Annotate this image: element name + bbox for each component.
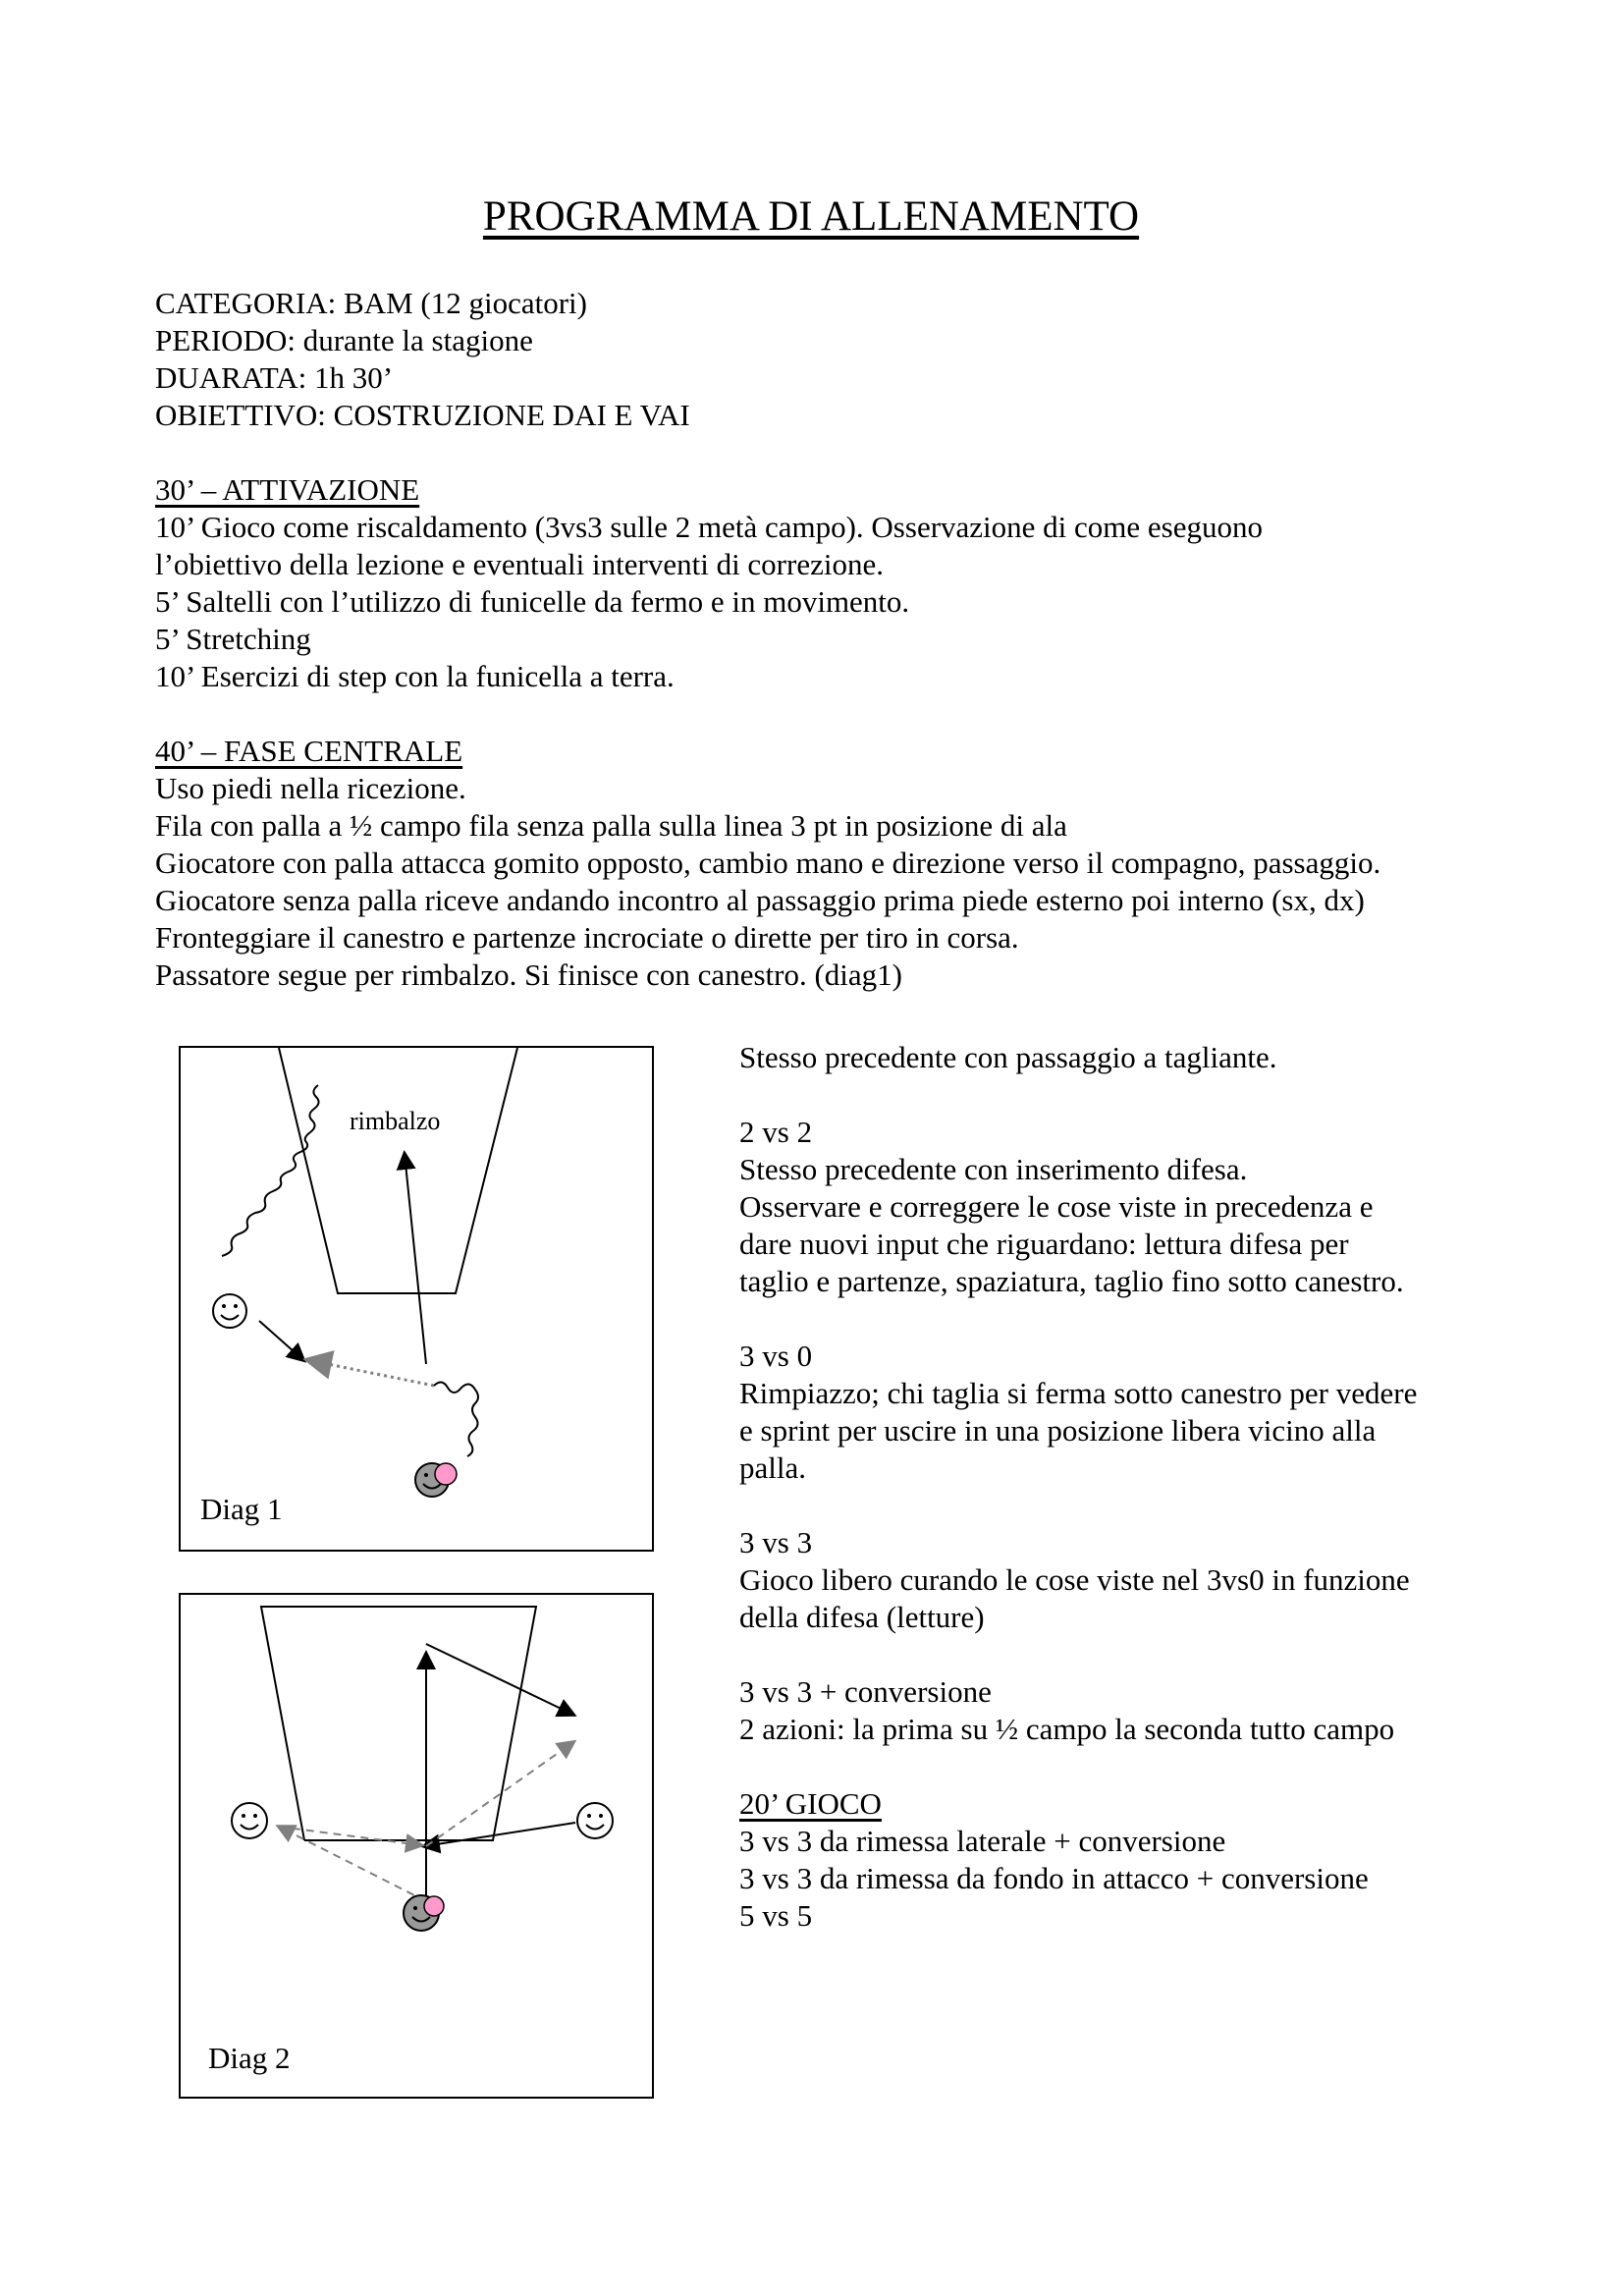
gioco-line: 3 vs 3 da rimessa da fondo in attacco + conversione xyxy=(739,1861,1369,1895)
fase-centrale-line: Giocatore senza palla riceve andando incontro al passaggio prima piede esterno poi interno (sx, dx) xyxy=(155,883,1365,917)
move-arrow xyxy=(426,1644,573,1715)
gioco-line: 3 vs 3 da rimessa laterale + conversione xyxy=(739,1824,1226,1858)
right-text-line: Osservare e correggere le cose viste in precedenza e xyxy=(739,1189,1374,1224)
key-area xyxy=(261,1607,536,1840)
right-text-line: taglio e partenze, spaziatura, taglio fino sotto canestro. xyxy=(739,1264,1404,1298)
attivazione-line: 10’ Gioco come riscaldamento (3vs3 sulle 2 metà campo). Osservazione di come eseguono xyxy=(155,510,1263,544)
right-text-line: 3 vs 0 xyxy=(739,1339,813,1373)
page-title: PROGRAMMA DI ALLENAMENTO xyxy=(482,193,1140,240)
right-text-line: 2 azioni: la prima su ½ campo la seconda tutto campo xyxy=(739,1712,1395,1746)
gioco-heading: 20’ GIOCO xyxy=(739,1786,882,1821)
right-text-line: della difesa (letture) xyxy=(739,1600,985,1634)
fase-centrale-heading: 40’ – FASE CENTRALE xyxy=(155,734,463,768)
attivazione-line: 5’ Stretching xyxy=(155,622,311,656)
diagram-1-label: Diag 1 xyxy=(200,1492,283,1526)
player-icon xyxy=(232,1803,267,1838)
right-text-line: dare nuovi input che riguardano: lettura difesa per xyxy=(739,1227,1349,1261)
fase-centrale-line: Fronteggiare il canestro e partenze incrociate o dirette per tiro in corsa. xyxy=(155,920,1019,955)
pass-arrow xyxy=(279,1827,426,1901)
right-text-line: Stesso precedente con inserimento difesa. xyxy=(739,1152,1248,1186)
right-text-line: 3 vs 3 + conversione xyxy=(739,1674,992,1709)
fase-centrale-line: Giocatore con palla attacca gomito opposto, cambio mano e direzione verso il compagno, passaggio. xyxy=(155,846,1381,880)
diagram-2-drawing xyxy=(181,1595,656,2101)
rebound-arrow xyxy=(405,1154,426,1364)
ball-icon xyxy=(435,1463,457,1485)
fase-centrale-line: Passatore segue per rimbalzo. Si finisce con canestro. (diag1) xyxy=(155,957,902,992)
pass-arrow xyxy=(279,1827,421,1845)
obiettivo: OBIETTIVO: COSTRUZIONE DAI E VAI xyxy=(155,398,690,432)
fase-centrale-line: Uso piedi nella ricezione. xyxy=(155,771,466,805)
attivazione-heading: 30’ – ATTIVAZIONE xyxy=(155,472,420,507)
player-icon xyxy=(213,1294,246,1328)
right-text-line: Stesso precedente con passaggio a tagliante. xyxy=(739,1040,1277,1074)
gioco-line: 5 vs 5 xyxy=(739,1898,813,1933)
player-with-ball-icon xyxy=(415,1463,457,1497)
ball-icon xyxy=(424,1896,444,1916)
dribble-path xyxy=(434,1382,478,1456)
right-text-line: Gioco libero curando le cose viste nel 3vs0 in funzione xyxy=(739,1562,1410,1597)
pass-arrow xyxy=(308,1360,434,1386)
right-text-line: Rimpiazzo; chi taglia si ferma sotto canestro per vedere xyxy=(739,1376,1418,1410)
attivazione-line: 5’ Saltelli con l’utilizzo di funicelle da fermo e in movimento. xyxy=(155,584,910,619)
fase-centrale-line: Fila con palla a ½ campo fila senza palla sulla linea 3 pt in posizione di ala xyxy=(155,808,1067,843)
diagram-2-label: Diag 2 xyxy=(208,2041,291,2075)
dribble-path xyxy=(222,1085,319,1256)
rebound-label: rimbalzo xyxy=(350,1107,441,1135)
attivazione-line: l’obiettivo della lezione e eventuali interventi di correzione. xyxy=(155,547,884,581)
move-arrow xyxy=(424,1823,575,1846)
periodo: PERIODO: durante la stagione xyxy=(155,323,533,357)
diagram-2 xyxy=(179,1593,654,2099)
cut-arrow xyxy=(259,1321,303,1360)
pass-arrow xyxy=(426,1742,573,1846)
attivazione-line: 10’ Esercizi di step con la funicella a terra. xyxy=(155,659,675,693)
player-with-ball-icon xyxy=(404,1895,444,1931)
key-area xyxy=(279,1048,517,1293)
categoria: CATEGORIA: BAM (12 giocatori) xyxy=(155,286,587,320)
right-text-line: 3 vs 3 xyxy=(739,1525,813,1559)
player-icon xyxy=(577,1803,613,1838)
diagram-1 xyxy=(179,1046,654,1552)
right-text-line: 2 vs 2 xyxy=(739,1115,813,1149)
right-text-line: palla. xyxy=(739,1450,806,1485)
right-text-line: e sprint per uscire in una posizione libera vicino alla xyxy=(739,1413,1377,1448)
durata: DUARATA: 1h 30’ xyxy=(155,360,394,395)
